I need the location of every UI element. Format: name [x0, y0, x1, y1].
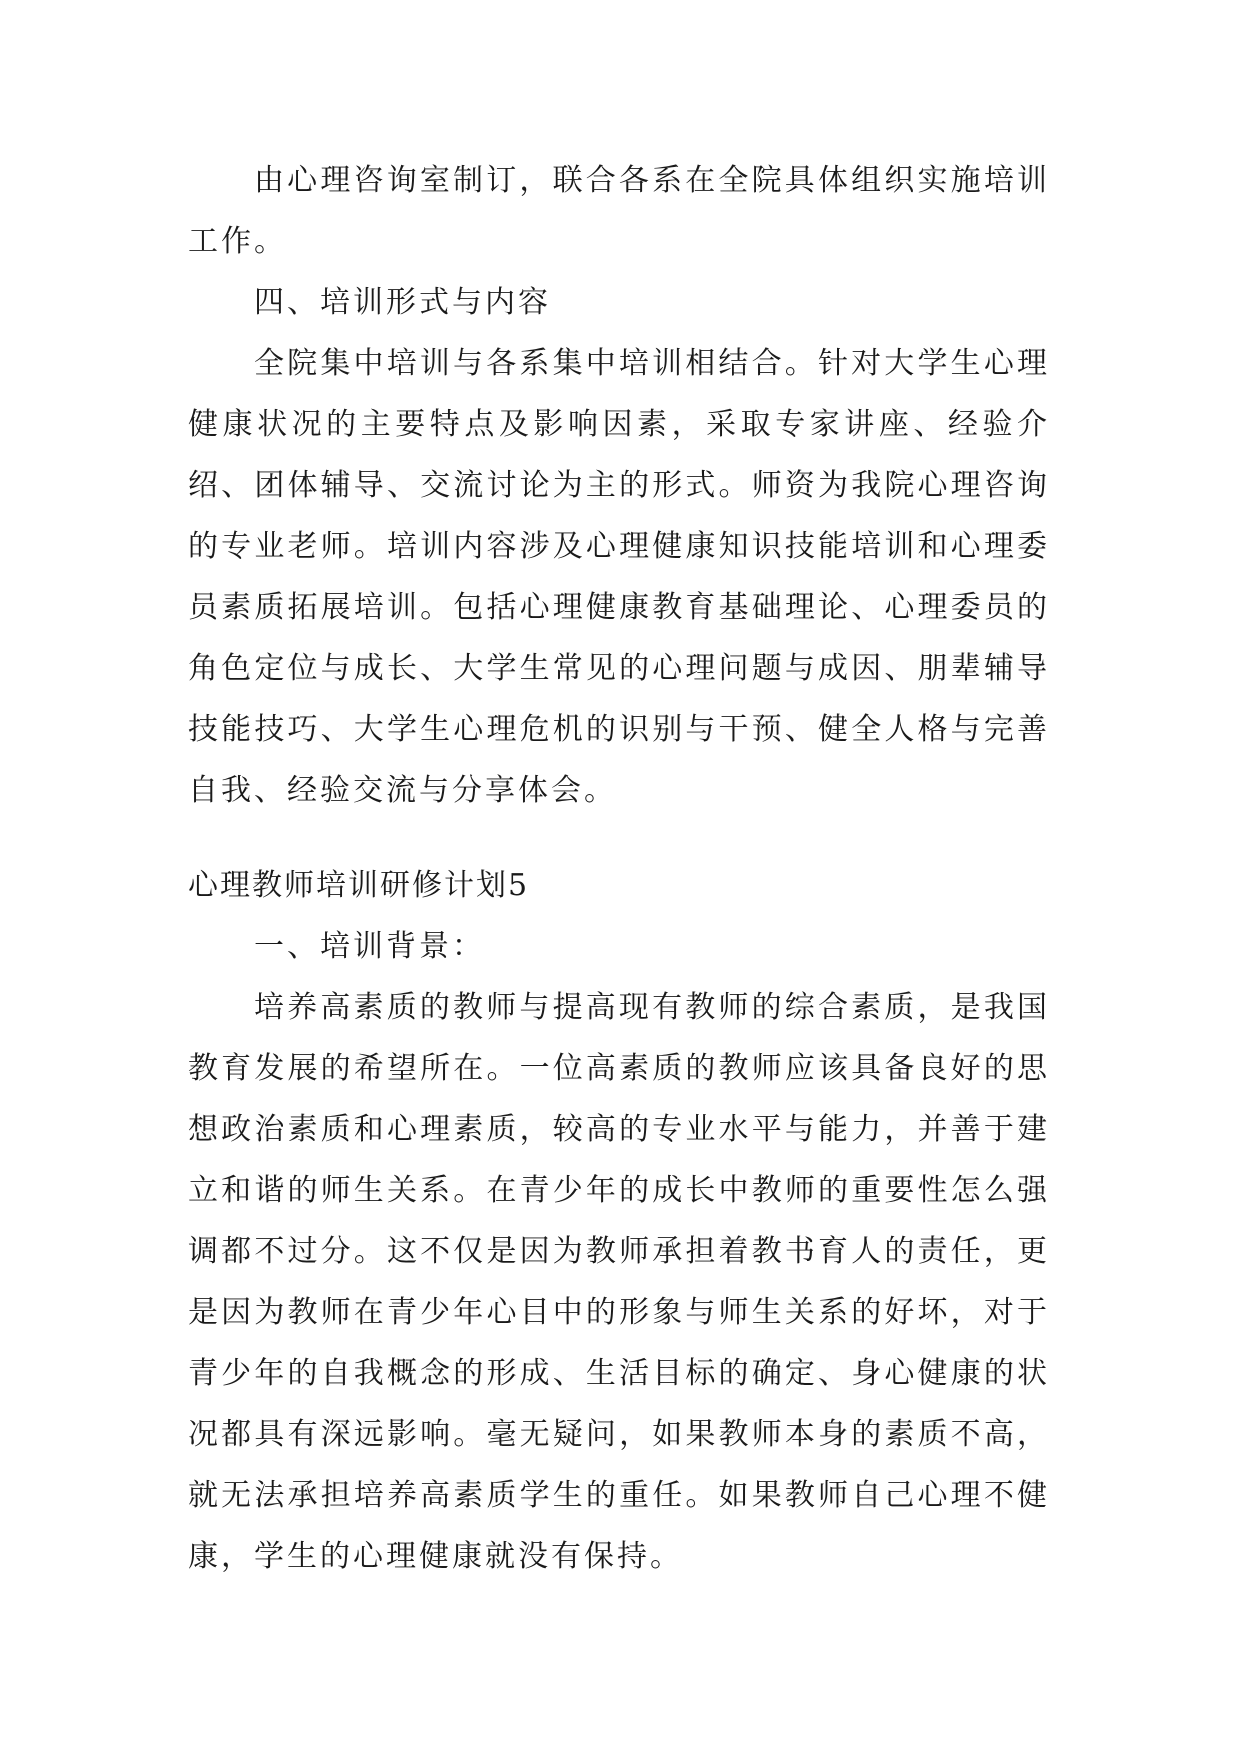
- paragraph-background: 培养高素质的教师与提高现有教师的综合素质，是我国教育发展的希望所在。一位高素质的教师应该具备良好的思想政治素质和心理素质，较高的专业水平与能力，并善于建立和谐的师生关系。在青少年的成长中教师的重要性怎么强调都不过分。这不仅是因为教师承担着教书育人的责任，更是因为教师在青少年心目中的形象与师生关系的好坏，对于青少年的自我概念的形成、生活目标的确定、身心健康的状况都具有深远影响。毫无疑问，如果教师本身的素质不高，就无法承担培养高素质学生的重任。如果教师自己心理不健康，学生的心理健康就没有保持。: [188, 990, 1050, 1574]
- section-a: [188, 150, 1050, 821]
- paragraph-training-content: 全院集中培训与各系集中培训相结合。针对大学生心理健康状况的主要特点及影响因素，采取专家讲座、经验介绍、团体辅导、交流讨论为主的形式。师资为我院心理咨询的专业老师。培训内容涉及心理健康知识技能培训和心理委员素质拓展培训。包括心理健康教育基础理论、心理委员的角色定位与成长、大学生常见的心理问题与成因、朋辈辅导技能技巧、大学生心理危机的识别与干预、健全人格与完善自我、经验交流与分享体会。: [188, 346, 1050, 808]
- heading-training-background: 一、培训背景：: [254, 929, 485, 964]
- heading-training-form: 四、培训形式与内容: [254, 285, 551, 320]
- paragraph-organizer: 由心理咨询室制订，联合各系在全院具体组织实施培训工作。: [188, 163, 1050, 259]
- section-title: 心理教师培训研修计划5: [188, 868, 530, 903]
- section-b: [188, 916, 1050, 1587]
